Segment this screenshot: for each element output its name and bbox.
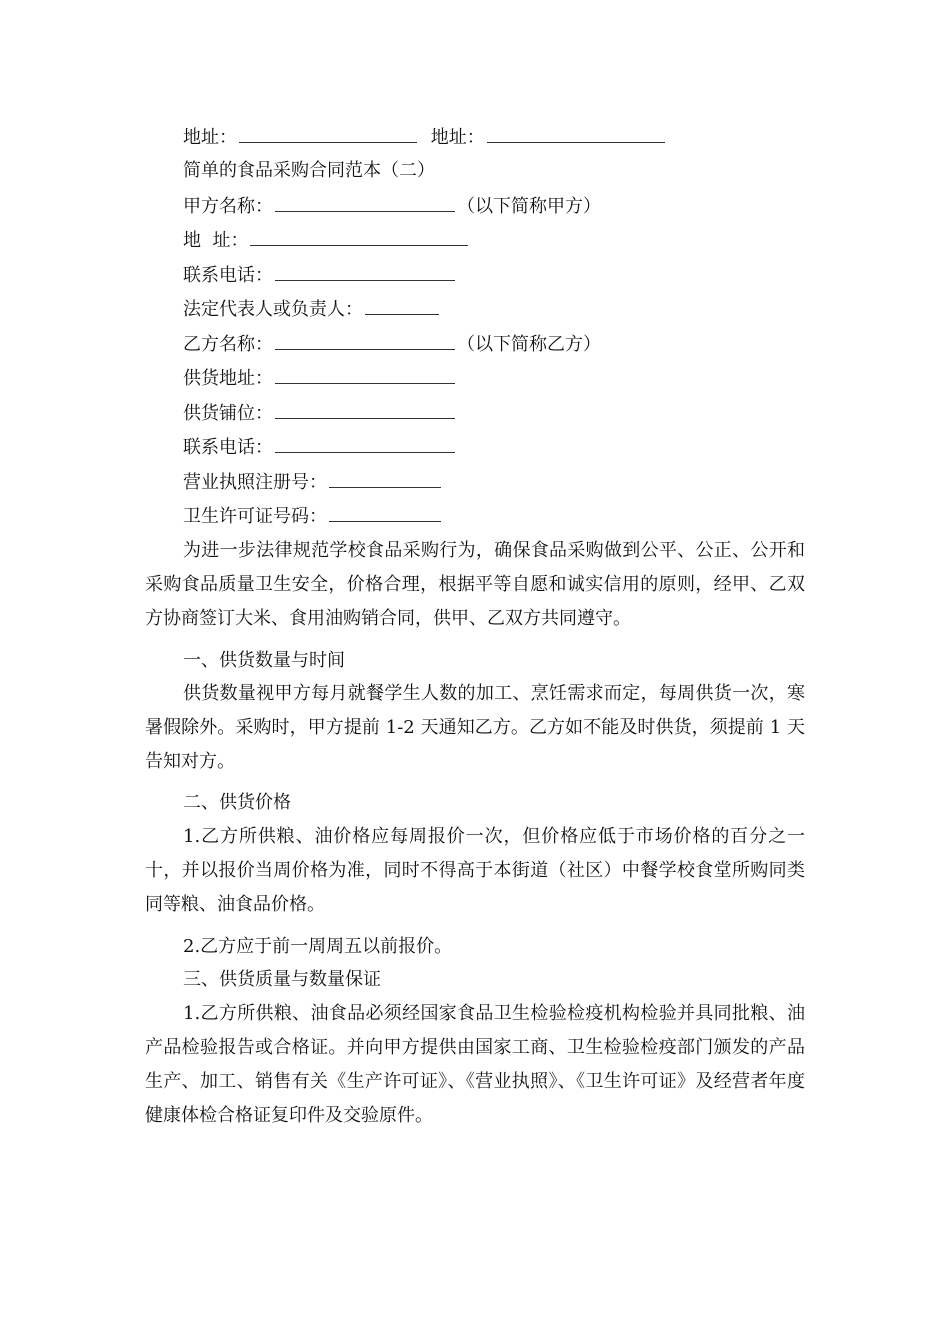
party-a-rep-row — [183, 294, 441, 324]
party-a-address-row — [183, 225, 470, 255]
address-label-b: 地址： — [430, 127, 485, 148]
party-b-name-suffix: （以下简称乙方） — [457, 334, 601, 355]
party-b-health-row — [183, 501, 443, 531]
party-b-license-label: 营业执照注册号： — [183, 472, 327, 493]
section-2-item-1: 1.乙方所供粮、油价格应每周报价一次，但价格应低于市场价格的百分之一十，并以报价当周价格为准，同时不得高于本街道（社区）中餐学校食堂所购同类同等粮、油食品价格。 — [145, 826, 805, 915]
document-title: 简单的食品采购合同范本（二） — [183, 160, 435, 181]
party-a-name-row — [183, 191, 601, 221]
section-1-paragraph: 供货数量视甲方每月就餐学生人数的加工、烹饪需求而定，每周供货一次，寒暑假除外。采购时，甲方提前 1-2 天通知乙方。乙方如不能及时供货，须提前 1 天告知对方。 — [145, 683, 805, 772]
party-b-supply-shop-row — [183, 398, 457, 428]
party-a-phone-blank — [275, 260, 455, 281]
address-blank-b — [487, 122, 665, 143]
party-b-health-blank — [329, 501, 441, 522]
party-a-address-blank — [250, 225, 468, 246]
party-a-rep-label: 法定代表人或负责人： — [183, 299, 363, 320]
party-b-name-label: 乙方名称： — [183, 334, 273, 355]
party-b-supply-shop-blank — [275, 398, 455, 419]
party-b-name-blank — [275, 329, 455, 350]
address-row — [183, 122, 667, 152]
address-label-a: 地址： — [183, 127, 237, 148]
party-a-address-label: 地 址： — [183, 230, 249, 251]
party-a-name-label: 甲方名称： — [183, 196, 273, 217]
party-b-health-label: 卫生许可证号码： — [183, 506, 327, 527]
party-a-rep-blank — [365, 294, 439, 315]
party-a-phone-label: 联系电话： — [183, 265, 273, 286]
party-b-phone-blank — [275, 432, 455, 453]
party-b-license-blank — [329, 467, 441, 488]
intro-paragraph: 为进一步法律规范学校食品采购行为，确保食品采购做到公平、公正、公开和采购食品质量卫生安全，价格合理，根据平等自愿和诚实信用的原则，经甲、乙双方协商签订大米、食用油购销合同，供甲、乙双方共同遵守。 — [145, 540, 805, 629]
section-3-heading: 三、供货质量与数量保证 — [183, 969, 381, 990]
party-b-phone-label: 联系电话： — [183, 437, 273, 458]
party-b-supply-address-label: 供货地址： — [183, 368, 273, 389]
section-1-heading: 一、供货数量与时间 — [183, 650, 345, 671]
party-b-license-row — [183, 467, 443, 497]
party-a-name-blank — [275, 191, 455, 212]
section-2-heading: 二、供货价格 — [183, 792, 291, 813]
party-b-supply-address-blank — [275, 363, 455, 384]
section-2-item-2: 2.乙方应于前一周周五以前报价。 — [183, 936, 453, 957]
party-a-phone-row — [183, 260, 457, 290]
address-blank-a — [239, 122, 417, 143]
party-b-name-row — [183, 329, 601, 359]
party-b-supply-shop-label: 供货铺位： — [183, 403, 273, 424]
party-b-phone-row — [183, 432, 457, 462]
section-3-item-1: 1.乙方所供粮、油食品必须经国家食品卫生检验检疫机构检验并具同批粮、油产品检验报告或合格证。并向甲方提供由国家工商、卫生检验检疫部门颁发的产品生产、加工、销售有关《生产许可证》、《营业执照》、《卫生许可证》及经营者年度健康体检合格证复印件及交验原件。 — [145, 1003, 805, 1126]
party-b-supply-address-row — [183, 363, 457, 393]
party-a-name-suffix: （以下简称甲方） — [457, 196, 601, 217]
